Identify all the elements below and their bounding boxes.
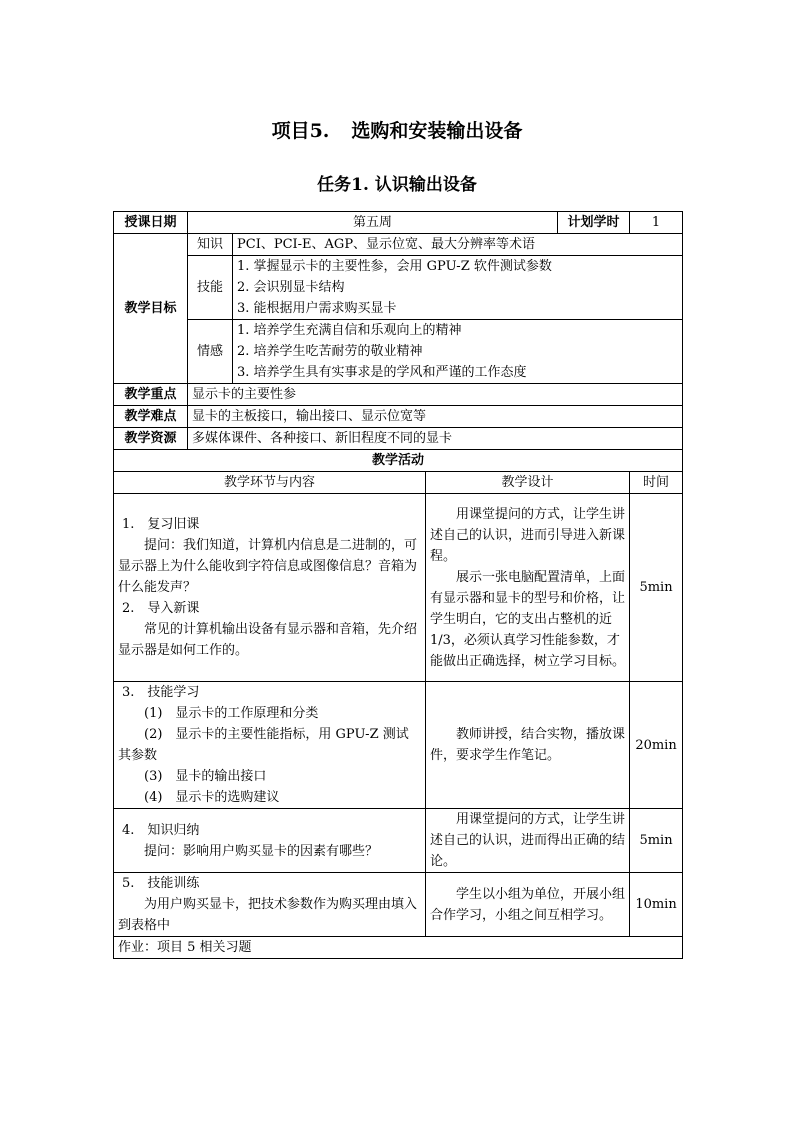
- title-text: 选购和安装输出设备: [351, 120, 523, 142]
- emotion-label: 情感: [188, 320, 233, 384]
- key-point-value: 显示卡的主要性参: [188, 384, 683, 406]
- difficulty-label: 教学难点: [114, 406, 188, 428]
- hours-label: 计划学时: [558, 212, 630, 234]
- skill-item: 1. 掌握显示卡的主要性参，会用 GPU-Z 软件测试参数: [237, 259, 552, 274]
- skill-list: [233, 256, 683, 320]
- emotion-item: 1. 培养学生充满自信和乐观向上的精神: [237, 323, 462, 338]
- key-point-label: 教学重点: [114, 384, 188, 406]
- hours-value: 1: [630, 212, 683, 234]
- title-number: 项目5.: [271, 120, 330, 142]
- content-line: 常见的计算机输出设备有显示器和音箱，先介绍显示器是如何工作的。: [118, 622, 418, 658]
- table-row: [114, 809, 683, 873]
- skill-label: 技能: [188, 256, 233, 320]
- activity-time: 10min: [630, 873, 683, 937]
- content-line: (2) 显示卡的主要性能指标，用 GPU-Z 测试其参数: [118, 727, 409, 763]
- table-row: [114, 682, 683, 809]
- resources-label: 教学资源: [114, 428, 188, 450]
- knowledge-label: 知识: [188, 234, 233, 256]
- lesson-plan-table: [113, 211, 683, 959]
- activity-design: [426, 873, 630, 937]
- column-header-time: 时间: [630, 472, 683, 494]
- date-value: 第五周: [188, 212, 558, 234]
- activity-content: [114, 873, 426, 937]
- design-line: 学生以小组为单位，开展小组合作学习，小组之间互相学习。: [430, 886, 626, 923]
- difficulty-value: 显卡的主板接口，输出接口、显示位宽等: [188, 406, 683, 428]
- activity-time: 5min: [630, 494, 683, 682]
- content-line: (1) 显示卡的工作原理和分类: [144, 706, 319, 721]
- homework: 作业：项目 5 相关习题: [114, 937, 683, 959]
- emotion-list: [233, 320, 683, 384]
- content-line: 1. 复习旧课: [122, 517, 200, 532]
- emotion-item: 2. 培养学生吃苦耐劳的敬业精神: [237, 344, 423, 359]
- skill-item: 2. 会识别显卡结构: [237, 280, 345, 295]
- activity-content: [114, 809, 426, 873]
- column-header-content: 教学环节与内容: [114, 472, 426, 494]
- content-line: (3) 显卡的输出接口: [144, 769, 267, 784]
- activity-time: 5min: [630, 809, 683, 873]
- page-title: [0, 116, 794, 143]
- goals-label: 教学目标: [114, 234, 188, 384]
- content-line: (4) 显示卡的选购建议: [144, 790, 280, 805]
- content-line: 提问：我们知道，计算机内信息是二进制的，可显示器上为什么能收到字符信息或图像信息？音箱为什么能发声？: [118, 538, 418, 595]
- content-line: 2. 导入新课: [122, 601, 200, 616]
- activity-content: [114, 682, 426, 809]
- content-line: 4. 知识归纳: [122, 822, 200, 838]
- activity-design: [426, 682, 630, 809]
- design-line: 用课堂提问的方式，让学生讲述自己的认识，进而引导进入新课程。: [430, 506, 626, 564]
- content-line: 5. 技能训练: [122, 876, 200, 891]
- skill-item: 3. 能根据用户需求购买显卡: [237, 301, 397, 316]
- activity-time: 20min: [630, 682, 683, 809]
- content-line: 提问：影响用户购买显卡的因素有哪些？: [144, 843, 379, 859]
- activity-heading: 教学活动: [114, 450, 683, 472]
- table-row: [114, 494, 683, 682]
- knowledge-text: PCI、PCI-E、AGP、显示位宽、最大分辨率等术语: [233, 234, 683, 256]
- design-line: 展示一张电脑配置清单，上面有显示器和显卡的型号和价格，让学生明白，它的支出占整机的近 1/3，必须认真学习性能参数，才能做出正确选择，树立学习目标。: [430, 569, 626, 669]
- activity-design: [426, 809, 630, 873]
- activity-design: [426, 494, 630, 682]
- content-line: 为用户购买显卡，把技术参数作为购买理由填入到表格中: [118, 897, 418, 933]
- task-subtitle: 任务1. 认识输出设备: [317, 175, 477, 195]
- content-line: 3. 技能学习: [122, 685, 200, 700]
- column-header-design: 教学设计: [426, 472, 630, 494]
- design-line: 用课堂提问的方式，让学生讲述自己的认识，进而得出正确的结论。: [430, 812, 626, 869]
- design-line: 教师讲授，结合实物，播放课件，要求学生作笔记。: [430, 727, 626, 763]
- date-label: 授课日期: [114, 212, 188, 234]
- emotion-item: 3. 培养学生具有实事求是的学风和严谨的工作态度: [237, 365, 527, 380]
- table-row: [114, 873, 683, 937]
- activity-content: [114, 494, 426, 682]
- resources-value: 多媒体课件、各种接口、新旧程度不同的显卡: [188, 428, 683, 450]
